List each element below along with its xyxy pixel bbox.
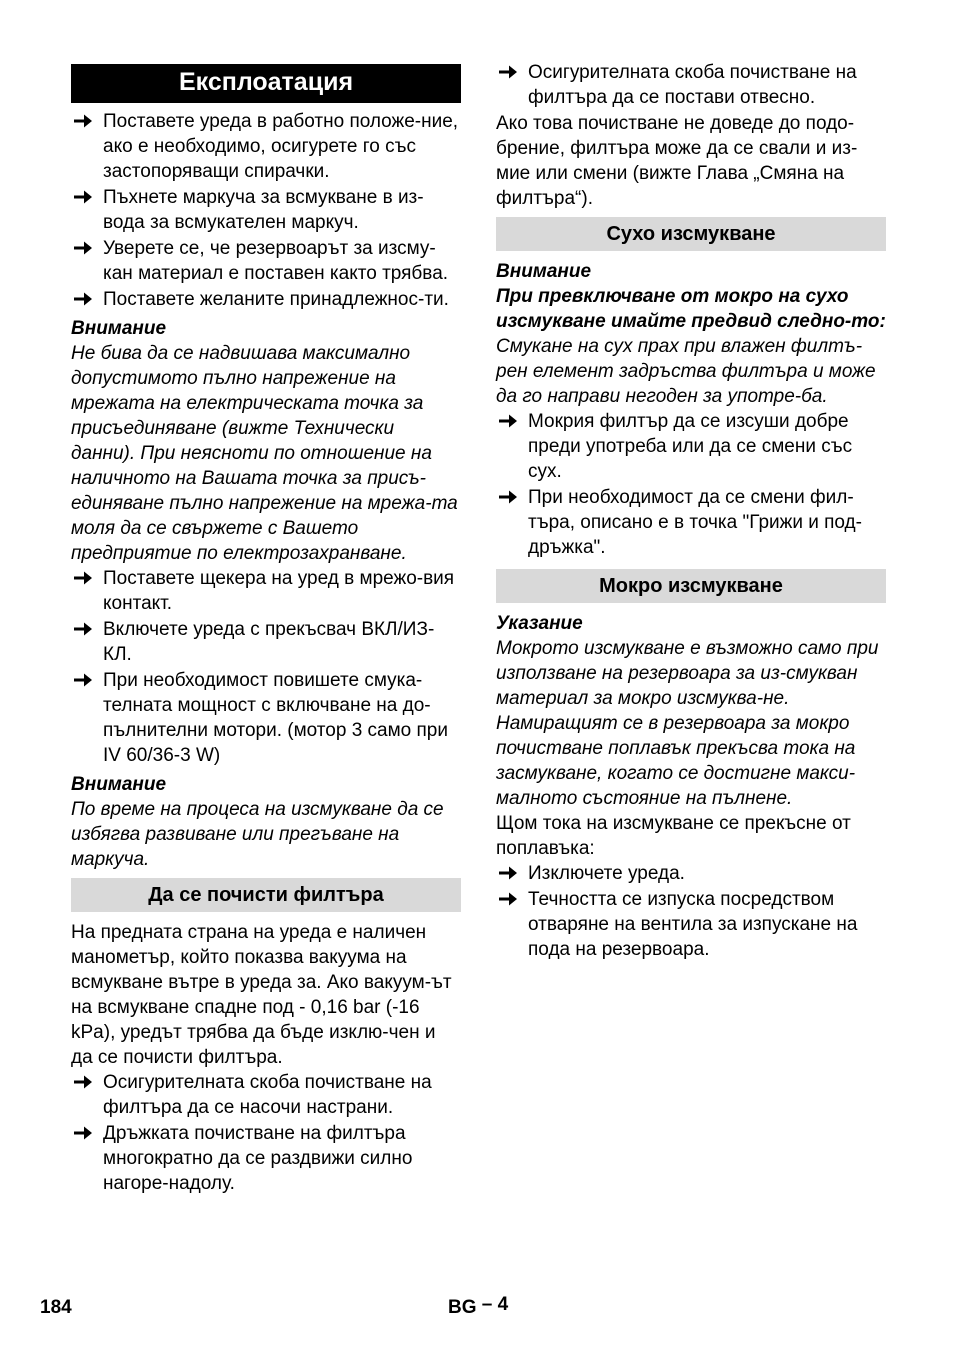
- caution-bold-text: При превключване от мокро на сухо изсмукване имайте предвид следно-то:: [496, 286, 886, 332]
- note-text: Мокрото изсмукване е възможно само при използване на резервоара за из-смукван материал за мокро изсмуква-не.: [496, 638, 879, 709]
- arrow-right-icon: [498, 487, 518, 507]
- step-item: Осигурителната скоба почистване на филтъра да се постави отвесно.: [496, 60, 886, 110]
- step-item: При необходимост повишете смука-телната мощност с включване на до-пълнителни мотори. (мотор 3 само при IV 60/36-3 W): [71, 668, 461, 768]
- step-item: Поставете щекера на уред в мрежо-вия контакт.: [71, 566, 461, 616]
- arrow-right-icon: [73, 568, 93, 588]
- step-item: Осигурителната скоба почистване на филтъра да се насочи настрани.: [71, 1070, 461, 1120]
- arrow-right-icon: [73, 187, 93, 207]
- footer-language: BG: [448, 1297, 477, 1318]
- arrow-right-icon: [73, 619, 93, 639]
- arrow-right-icon: [73, 1072, 93, 1092]
- filter-paragraph: На предната страна на уреда е наличен манометър, който показва вакуума на всмукване вътре в уреда за. Ако вакуум-ът на всмукване спадне под - 0,16 bar (-16 kPa), уредът трябва да бъде изклю-чен и да се почисти филтъра.: [71, 922, 452, 1068]
- page-number: 184: [40, 1297, 72, 1318]
- caution-text: Не бива да се надвишава максимално допустимото пълно напрежение на мрежата на електрическата точка за присъединяване (вижте Технически данни). При неясноти по отношение на наличното на Вашата точка за присъ-единяване пълно напрежение на мрежа-та моля да се свържете с Вашето предприятие по електрозахранване.: [71, 343, 458, 564]
- step-item: Дръжката почистване на филтъра многократно да се раздвижи силно нагоре-надолу.: [71, 1121, 461, 1196]
- arrow-right-icon: [498, 889, 518, 909]
- arrow-right-icon: [498, 62, 518, 82]
- footer-section: [448, 1294, 509, 1319]
- caution-label: Внимание: [71, 318, 167, 339]
- arrow-right-icon: [498, 411, 518, 431]
- step-item: Поставете желаните принадлежнос-ти.: [71, 287, 461, 312]
- step-item: Мокрия филтър да се изсуши добре преди употреба или да се смени със сух.: [496, 409, 886, 484]
- float-paragraph: Щом тока на изсмукване се прекъсне от поплавъка:: [496, 813, 851, 859]
- note-label: Указание: [496, 613, 583, 634]
- section-heading-dry-vacuuming: Сухо изсмукване: [496, 217, 886, 251]
- arrow-right-icon: [73, 670, 93, 690]
- caution-text: Смукане на сух прах при влажен филтъ-рен елемент задръства филтъра и може да го направи негоден за употре-ба.: [496, 336, 876, 407]
- step-item: Уверете се, че резервоарът за изсму-кан материал е поставен както трябва.: [71, 236, 461, 286]
- footer-section-page: – 4: [481, 1294, 509, 1315]
- filter-replace-paragraph: Ако това почистване не доведе до подо-брение, филтъра може да се свали и из-мие или смени (вижте Глава „Смяна на филтъра“).: [496, 113, 858, 209]
- caution-label: Внимание: [71, 774, 167, 795]
- section-heading-filter: Да се почисти филтъра: [71, 878, 461, 912]
- section-heading-wet-vacuuming: Мокро изсмукване: [496, 569, 886, 603]
- arrow-right-icon: [73, 289, 93, 309]
- step-item: Включете уреда с прекъсвач ВКЛ/ИЗ-КЛ.: [71, 617, 461, 667]
- step-item: Поставете уреда в работно положе-ние, ако е необходимо, осигурете го със застопоряващи спирачки.: [71, 109, 461, 184]
- step-item: Пъхнете маркуча за всмукване в из-вода за всмукателен маркуч.: [71, 185, 461, 235]
- step-item: Изключете уреда.: [496, 861, 886, 886]
- left-column: [71, 64, 461, 1197]
- arrow-right-icon: [73, 1123, 93, 1143]
- step-item: Течността се изпуска посредством отваряне на вентила за изпускане на пода на резервоара.: [496, 887, 886, 962]
- section-title-operation: Експлоатация: [71, 64, 461, 103]
- arrow-right-icon: [498, 863, 518, 883]
- arrow-right-icon: [73, 238, 93, 258]
- arrow-right-icon: [73, 111, 93, 131]
- note-text: Намиращият се в резервоара за мокро почистване поплавък прекъсва тока на засмукване, когато се достигне макси-малното състояние на пълнене.: [496, 713, 856, 809]
- step-item: При необходимост да се смени фил-търа, описано е в точка "Грижи и под-дръжка".: [496, 485, 886, 560]
- caution-label: Внимание: [496, 261, 592, 282]
- right-column: [496, 60, 886, 963]
- caution-text: По време на процеса на изсмукване да се избягва развиване или прегъване на маркуча.: [71, 799, 444, 870]
